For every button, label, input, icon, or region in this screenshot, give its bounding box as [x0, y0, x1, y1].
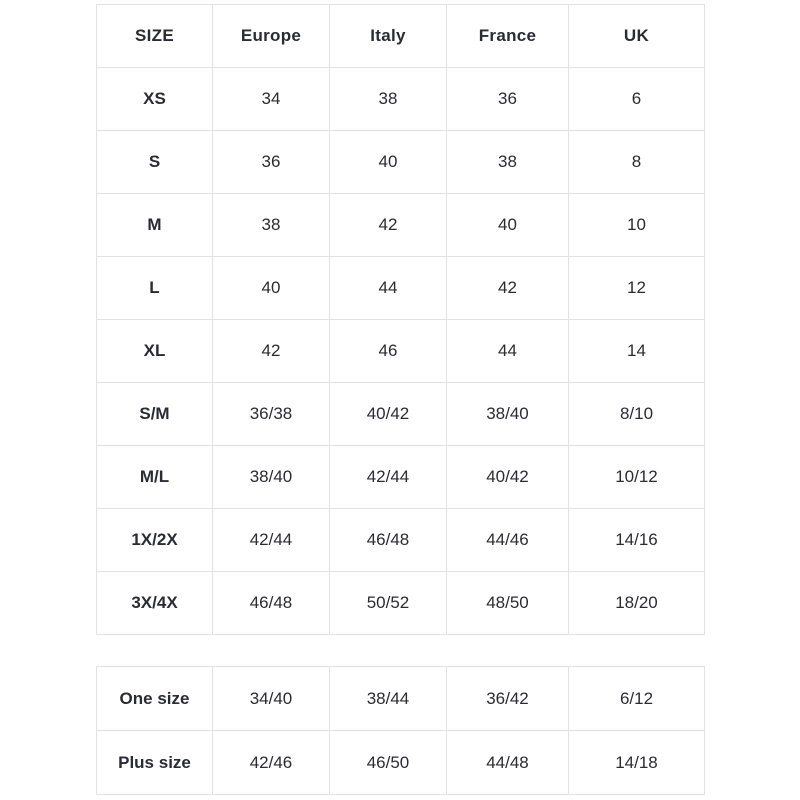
table-header-row: [97, 5, 705, 68]
cell-france: 48/50: [447, 572, 569, 635]
cell-italy: 38: [330, 68, 447, 131]
cell-europe: 42/46: [213, 731, 330, 795]
cell-france: 38/40: [447, 383, 569, 446]
cell-italy: 46/50: [330, 731, 447, 795]
cell-uk: 14/18: [569, 731, 705, 795]
table-row: [97, 131, 705, 194]
cell-europe: 40: [213, 257, 330, 320]
row-label: M: [97, 194, 213, 257]
row-label: XL: [97, 320, 213, 383]
cell-europe: 38: [213, 194, 330, 257]
cell-italy: 40/42: [330, 383, 447, 446]
row-label: S: [97, 131, 213, 194]
cell-italy: 42: [330, 194, 447, 257]
cell-france: 38: [447, 131, 569, 194]
cell-uk: 18/20: [569, 572, 705, 635]
main-table-body: [97, 68, 705, 635]
cell-france: 44/48: [447, 731, 569, 795]
cell-europe: 38/40: [213, 446, 330, 509]
table-row: [97, 194, 705, 257]
column-header-europe: Europe: [213, 5, 330, 68]
cell-italy: 42/44: [330, 446, 447, 509]
cell-uk: 14: [569, 320, 705, 383]
secondary-size-table: [96, 666, 705, 795]
cell-italy: 38/44: [330, 667, 447, 731]
cell-uk: 6: [569, 68, 705, 131]
secondary-size-table-container: [96, 666, 704, 795]
cell-france: 36/42: [447, 667, 569, 731]
row-label: One size: [97, 667, 213, 731]
column-header-france: France: [447, 5, 569, 68]
table-row: [97, 509, 705, 572]
cell-italy: 46/48: [330, 509, 447, 572]
cell-europe: 36: [213, 131, 330, 194]
cell-europe: 42/44: [213, 509, 330, 572]
cell-europe: 46/48: [213, 572, 330, 635]
cell-uk: 6/12: [569, 667, 705, 731]
row-label: 3X/4X: [97, 572, 213, 635]
column-header-italy: Italy: [330, 5, 447, 68]
cell-italy: 46: [330, 320, 447, 383]
table-row: [97, 731, 705, 795]
column-header-uk: UK: [569, 5, 705, 68]
main-size-table-container: [96, 4, 704, 635]
table-row: [97, 446, 705, 509]
cell-uk: 8/10: [569, 383, 705, 446]
cell-italy: 40: [330, 131, 447, 194]
cell-italy: 44: [330, 257, 447, 320]
cell-europe: 42: [213, 320, 330, 383]
cell-italy: 50/52: [330, 572, 447, 635]
cell-france: 40: [447, 194, 569, 257]
table-row: [97, 383, 705, 446]
main-size-table: [96, 4, 705, 635]
column-header-size: SIZE: [97, 5, 213, 68]
row-label: S/M: [97, 383, 213, 446]
table-row: [97, 68, 705, 131]
cell-uk: 14/16: [569, 509, 705, 572]
cell-france: 44/46: [447, 509, 569, 572]
row-label: XS: [97, 68, 213, 131]
row-label: M/L: [97, 446, 213, 509]
cell-uk: 12: [569, 257, 705, 320]
cell-france: 44: [447, 320, 569, 383]
row-label: 1X/2X: [97, 509, 213, 572]
row-label: Plus size: [97, 731, 213, 795]
table-row: [97, 257, 705, 320]
table-row: [97, 572, 705, 635]
table-header: [97, 5, 705, 68]
cell-uk: 10: [569, 194, 705, 257]
cell-uk: 10/12: [569, 446, 705, 509]
table-row: [97, 667, 705, 731]
cell-uk: 8: [569, 131, 705, 194]
row-label: L: [97, 257, 213, 320]
cell-france: 40/42: [447, 446, 569, 509]
cell-france: 42: [447, 257, 569, 320]
table-row: [97, 320, 705, 383]
cell-europe: 36/38: [213, 383, 330, 446]
cell-france: 36: [447, 68, 569, 131]
secondary-table-body: [97, 667, 705, 795]
cell-europe: 34: [213, 68, 330, 131]
cell-europe: 34/40: [213, 667, 330, 731]
